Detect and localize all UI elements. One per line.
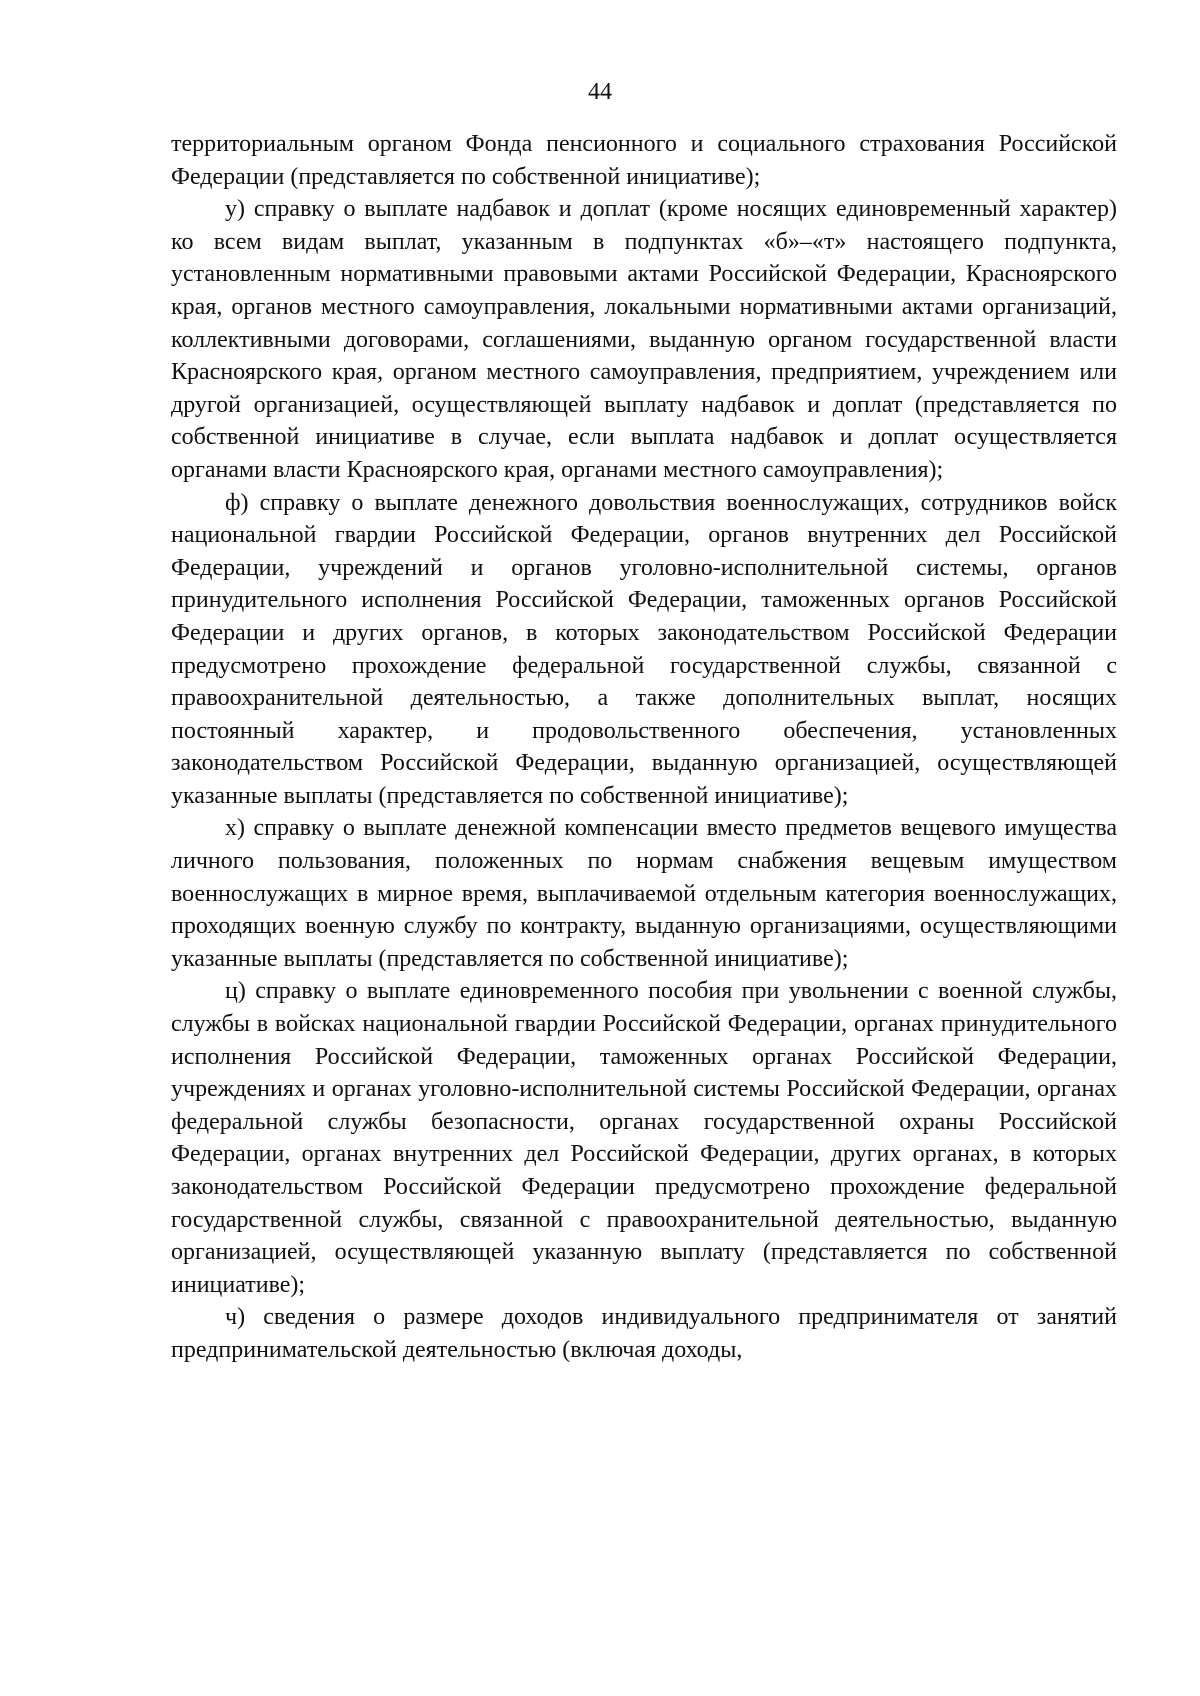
document-body xyxy=(171,128,1117,1367)
paragraph-continuation: территориальным органом Фонда пенсионного и социального страхования Российской Федерации (представляется по собственной инициативе); xyxy=(171,131,1117,190)
paragraph-item-u: у) справку о выплате надбавок и доплат (кроме носящих единовременный характер) ко всем видам выплат, указанным в подпунктах «б»–«т» настоящего подпункта, установленным нормативными правовыми актами Российской Федерации, Красноярского края, органов местного самоуправления, локальными нормативными актами организаций, коллективными договорами, соглашениями, выданную органом государственной власти Красноярского края, органом местного самоуправления, предприятием, учреждением или другой организацией, осуществляющей выплату надбавок и доплат (представляется по собственной инициативе в случае, если выплата надбавок и доплат осуществляется органами власти Красноярского края, органами местного самоуправления); xyxy=(171,196,1117,483)
paragraph-item-kh: х) справку о выплате денежной компенсации вместо предметов вещевого имущества личного пользования, положенных по нормам снабжения вещевым имуществом военнослужащих в мирное время, выплачиваемой отдельным категория военнослужащих, проходящих военную службу по контракту, выданную организациями, осуществляющими указанные выплаты (представляется по собственной инициативе); xyxy=(171,815,1117,972)
paragraph-item-ts: ц) справку о выплате единовременного пособия при увольнении с военной службы, службы в войсках национальной гвардии Российской Федерации, органах принудительного исполнения Российской Федерации, таможенных органах Российской Федерации, учреждениях и органах уголовно-исполнительной системы Российской Федерации, органах федеральной службы безопасности, органах государственной охраны Российской Федерации, органах внутренних дел Российской Федерации, других органах, в которых законодательством Российской Федерации предусмотрено прохождение федеральной государственной службы, связанной с правоохранительной деятельностью, выданную организацией, осуществляющей указанную выплату (представляется по собственной инициативе); xyxy=(171,978,1117,1298)
page-number: 44 xyxy=(588,79,612,105)
paragraph-item-ch: ч) сведения о размере доходов индивидуального предпринимателя от занятий предпринимательской деятельностью (включая доходы, xyxy=(171,1304,1117,1363)
paragraph-item-f: ф) справку о выплате денежного довольствия военнослужащих, сотрудников войск национальной гвардии Российской Федерации, органов внутренних дел Российской Федерации, учреждений и органов уголовно-исполнительной системы, органов принудительного исполнения Российской Федерации, таможенных органов Российской Федерации и других органов, в которых законодательством Российской Федерации предусмотрено прохождение федеральной государственной службы, связанной с правоохранительной деятельностью, а также дополнительных выплат, носящих постоянный характер, и продовольственного обеспечения, установленных законодательством Российской Федерации, выданную организацией, осуществляющей указанные выплаты (представляется по собственной инициативе); xyxy=(171,489,1117,809)
